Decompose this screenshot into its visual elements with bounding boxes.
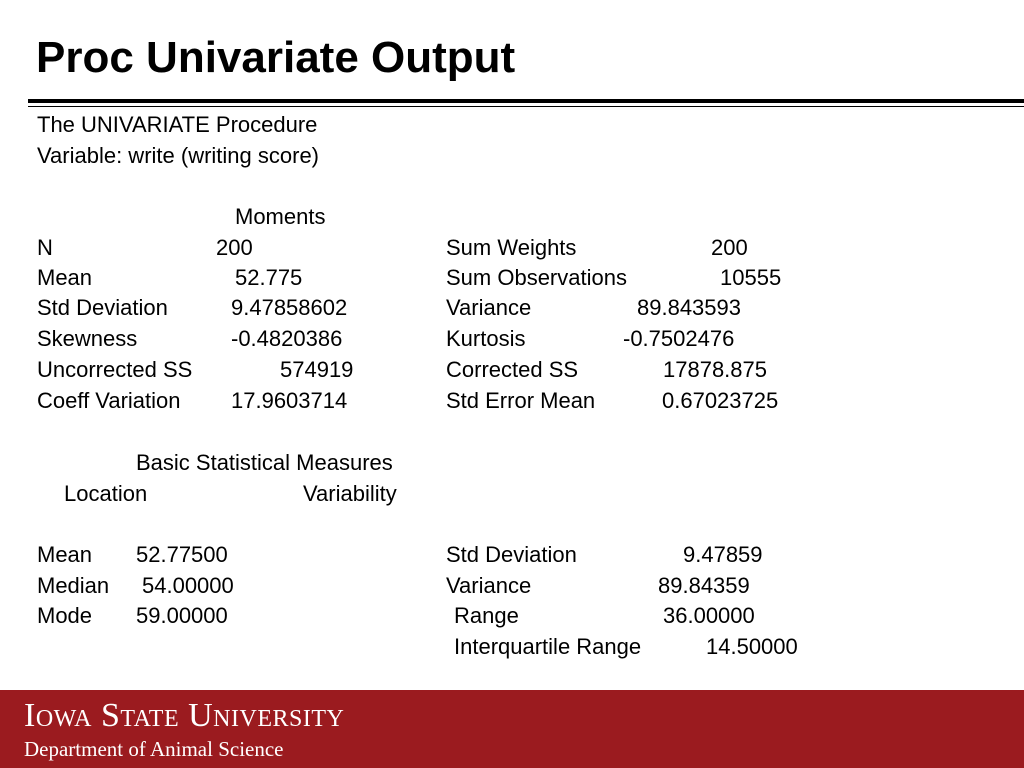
location-value: 52.77500	[136, 542, 228, 567]
location-label: Median	[37, 573, 110, 598]
location-label: Mean	[37, 542, 93, 567]
variability-label: Variance	[446, 573, 532, 598]
location-label: Mode	[37, 603, 93, 628]
moments-label: Skewness	[37, 326, 138, 351]
variability-label: Std Deviation	[446, 542, 577, 567]
moments-value: 52.775	[235, 265, 303, 290]
moments-value-2: 17878.875	[663, 357, 767, 382]
location-value: 59.00000	[136, 603, 228, 628]
variability-label: Range	[454, 603, 519, 628]
title-rule-thick	[28, 99, 1024, 103]
variability-value: 14.50000	[706, 634, 798, 659]
variable-line: Variable: write (writing score)	[37, 143, 320, 168]
moments-value: 200	[216, 235, 253, 260]
variability-column-header: Variability	[303, 481, 397, 506]
moments-label: Mean	[37, 265, 93, 290]
moments-label: Coeff Variation	[37, 388, 181, 413]
moments-value-2: 89.843593	[637, 295, 741, 320]
moments-label-2: Sum Weights	[446, 235, 577, 260]
title-rule-thin	[28, 106, 1024, 107]
variability-value: 9.47859	[683, 542, 763, 567]
variability-value: 89.84359	[658, 573, 750, 598]
moments-value: -0.4820386	[231, 326, 343, 351]
university-name: Iowa State University	[24, 697, 345, 734]
moments-label-2: Corrected SS	[446, 357, 579, 382]
department-name: Department of Animal Science	[24, 737, 284, 761]
moments-value-2: 10555	[720, 265, 782, 290]
procedure-line: The UNIVARIATE Procedure	[37, 112, 318, 137]
location-column-header: Location	[64, 481, 148, 506]
moments-label: N	[37, 235, 53, 260]
moments-value: 9.47858602	[231, 295, 348, 320]
moments-label-2: Std Error Mean	[446, 388, 596, 413]
moments-label-2: Variance	[446, 295, 532, 320]
moments-label: Uncorrected SS	[37, 357, 193, 382]
moments-label-2: Sum Observations	[446, 265, 627, 290]
variability-label: Interquartile Range	[454, 634, 642, 659]
moments-label-2: Kurtosis	[446, 326, 526, 351]
moments-value-2: -0.7502476	[623, 326, 735, 351]
slide-title: Proc Univariate Output	[36, 33, 516, 82]
moments-value-2: 0.67023725	[662, 388, 779, 413]
variability-value: 36.00000	[663, 603, 755, 628]
location-value: 54.00000	[142, 573, 234, 598]
moments-heading: Moments	[235, 204, 326, 229]
basic-measures-heading: Basic Statistical Measures	[136, 450, 393, 475]
moments-value-2: 200	[711, 235, 748, 260]
moments-value: 574919	[280, 357, 354, 382]
moments-label: Std Deviation	[37, 295, 168, 320]
moments-value: 17.9603714	[231, 388, 348, 413]
